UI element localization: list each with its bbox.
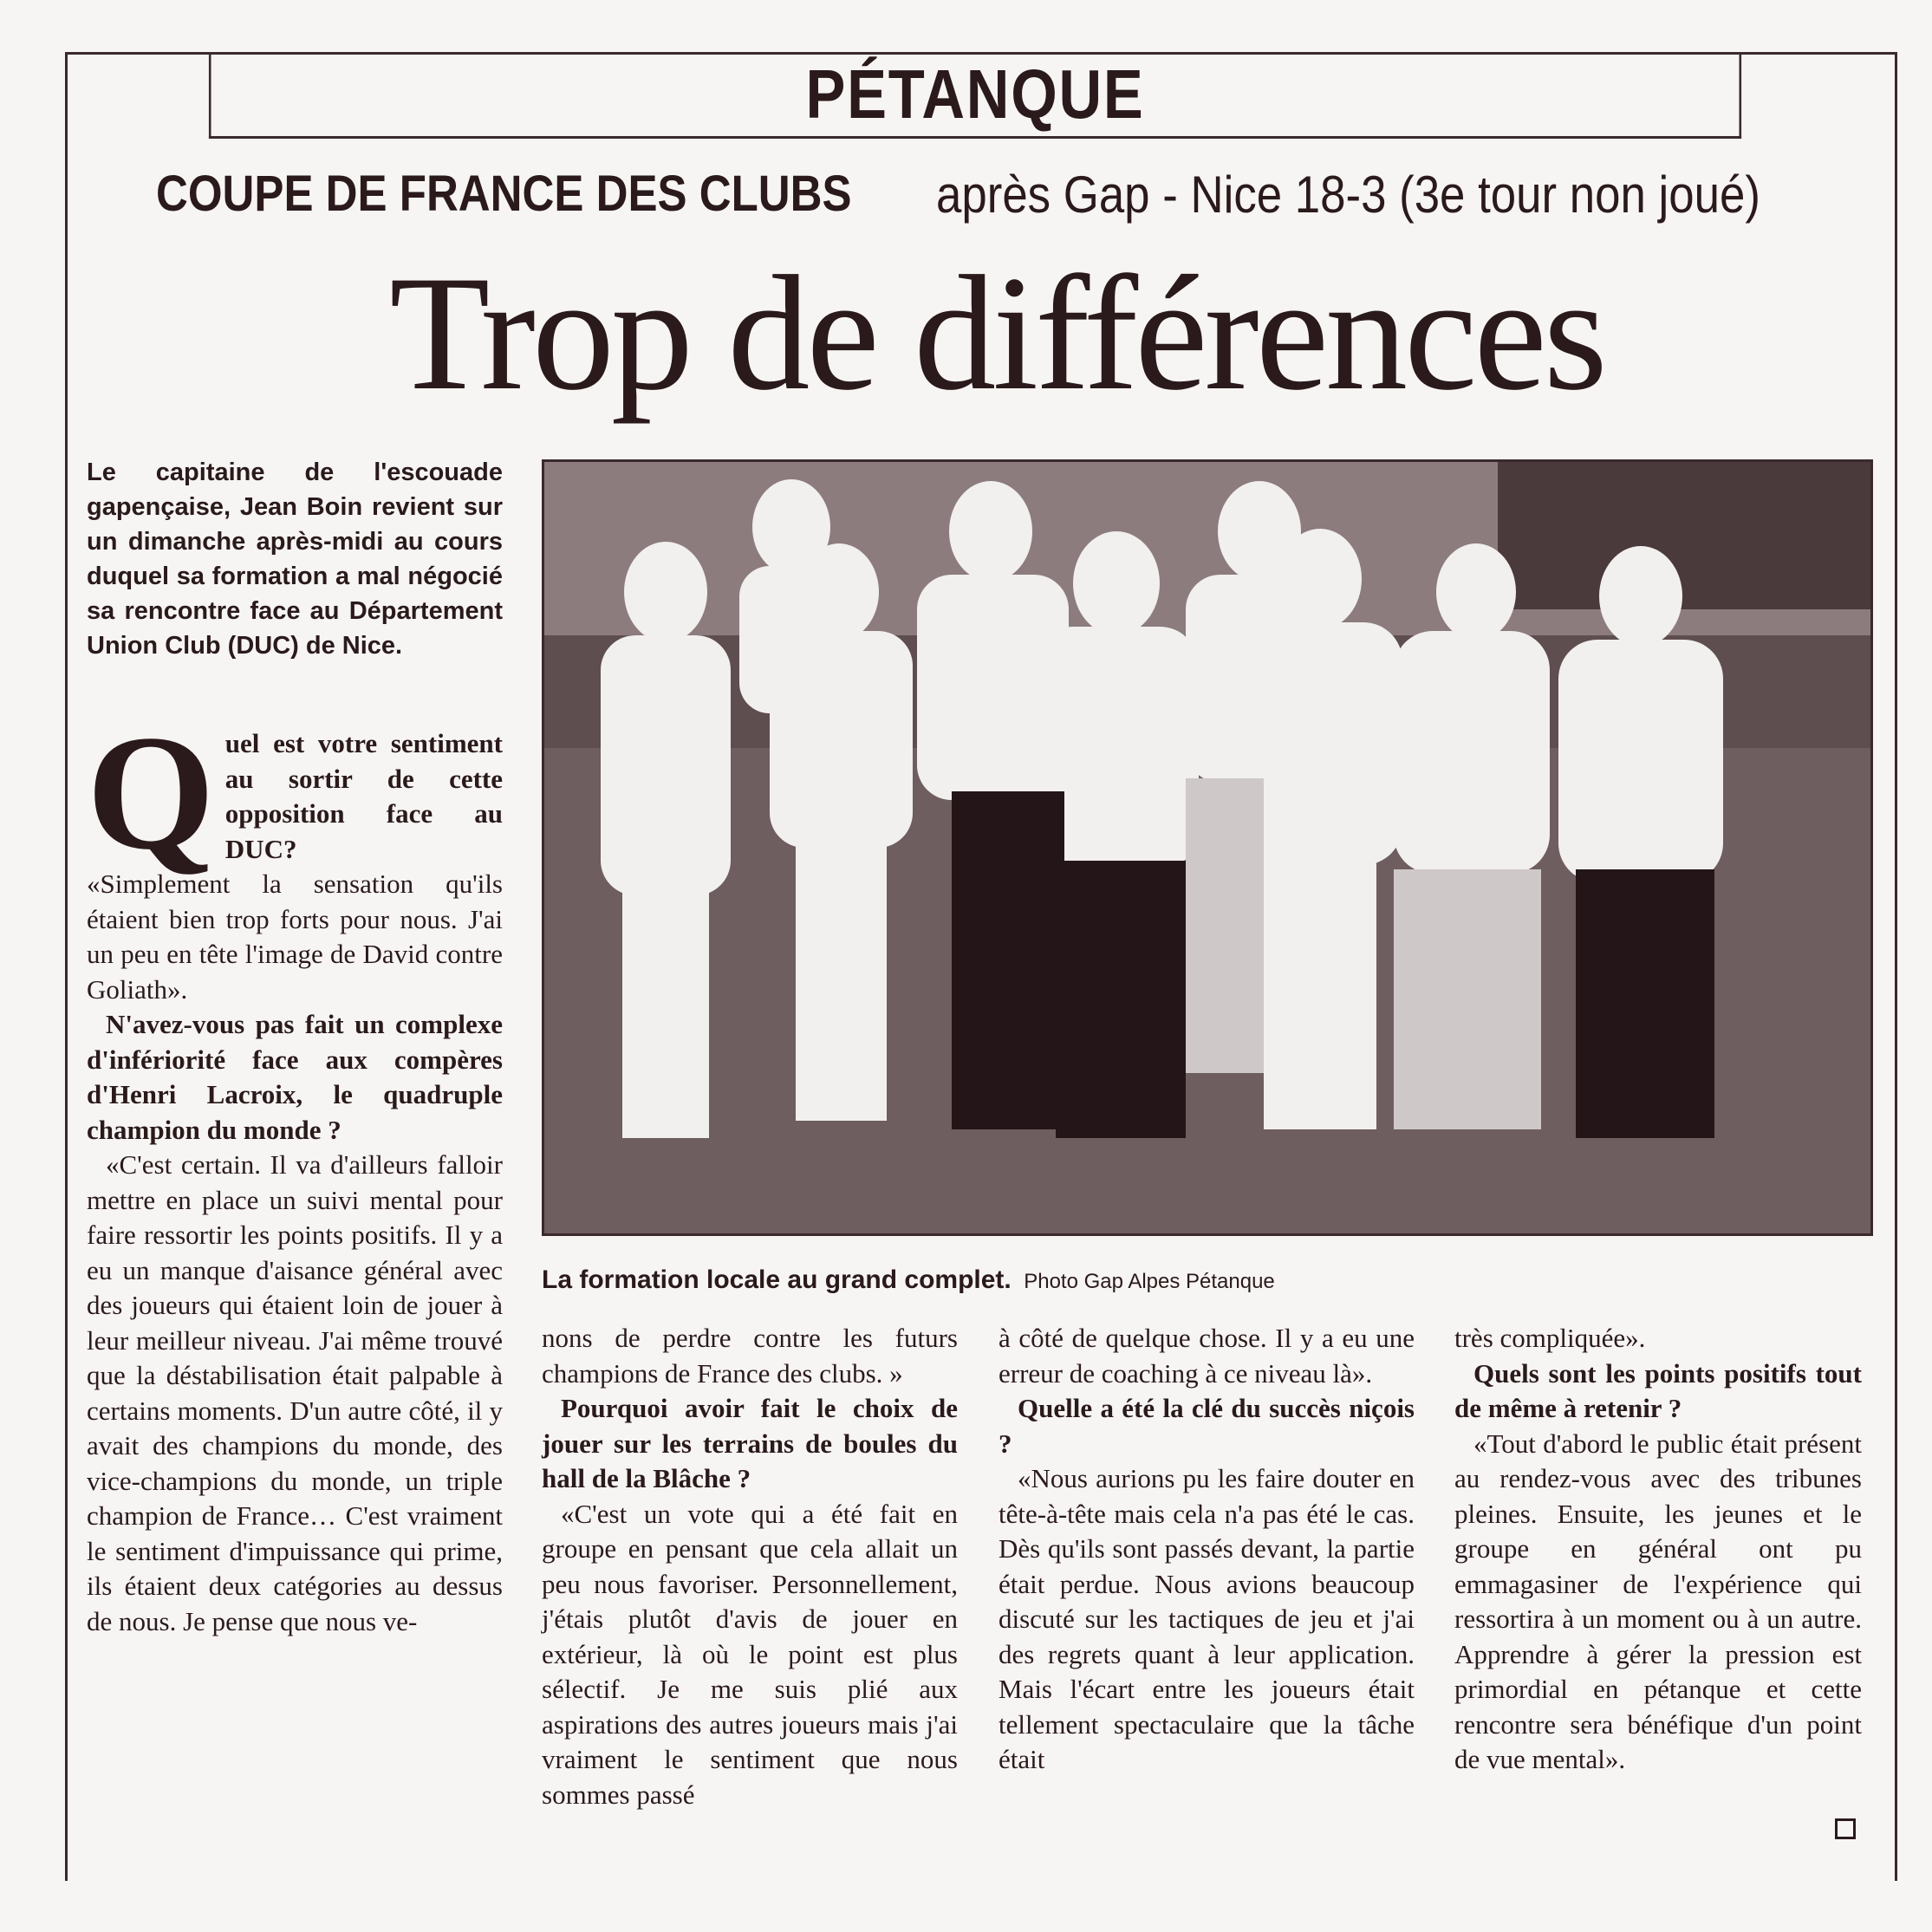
text-column-1 xyxy=(87,702,503,1639)
team-photo xyxy=(542,459,1873,1236)
text-column-2 xyxy=(542,1321,958,1812)
text-column-4 xyxy=(1454,1321,1862,1778)
answer-1: «Simplement la sensation qu'ils étaient bien trop forts pour nous. J'ai un peu en tête l'image de David contre Goliath». xyxy=(87,868,503,1005)
article-lead: Le capitaine de l'escouade gapençaise, Jean Boin revient sur un dimanche après-midi au cours duquel sa formation a mal négocié sa rencontre face au Département Union Club (DUC) de Nice. xyxy=(87,459,503,660)
answer-2-part-1: «C'est certain. Il va d'ailleurs falloir mettre en place un suivi mental pour faire ressortir les points positifs. Il y a eu un manque d'aisance général avec des joueurs qui étaient loin de jouer à leur meilleur niveau. J'ai même trouvé que la déstabilisation était palpable à certains moments. D'un autre côté, il y avait des champions du monde, des vice-champions du monde, un triple champion de France… C'est vraiment le sentiment d'impuissance qui prime, ils étaient deux catégories au dessus de nous. Je pense que nous ve- xyxy=(87,1149,503,1636)
answer-4-part-2: très compliquée». xyxy=(1454,1323,1646,1353)
question-5: Quels sont les points positifs tout de même à retenir ? xyxy=(1454,1357,1862,1423)
question-1 xyxy=(87,702,503,884)
answer-2-part-2: nons de perdre contre les futurs champions de France des clubs. » xyxy=(542,1323,958,1389)
subhead xyxy=(156,165,1829,234)
end-of-article-mark xyxy=(1835,1818,1856,1839)
left-rule xyxy=(65,52,68,1881)
team-photo-image xyxy=(544,462,1870,1233)
answer-3-part-1: «C'est un vote qui a été fait en groupe en pensant que cela allait un peu nous favoriser. Personnellement, j'étais plutôt d'avis de jouer en extérieur, là où le point est plus sélectif. Je me suis plié aux aspirations des autres joueurs mais j'ai vraiment le sentiment que nous sommes passé xyxy=(542,1498,958,1810)
answer-3-part-2: à côté de quelque chose. Il y a eu une erreur de coaching à ce niveau là». xyxy=(999,1323,1415,1389)
photo-caption: La formation locale au grand complet. xyxy=(542,1265,1012,1294)
question-2: N'avez-vous pas fait un complexe d'infériorité face aux compères d'Henri Lacroix, le quadruple champion du monde ? xyxy=(87,1009,503,1145)
question-4: Quelle a été la clé du succès niçois ? xyxy=(999,1393,1415,1459)
photo-credit: Photo Gap Alpes Pétanque xyxy=(1024,1270,1275,1293)
subhead-kicker: COUPE DE FRANCE DES CLUBS xyxy=(156,166,852,222)
question-3: Pourquoi avoir fait le choix de jouer sur les terrains de boules du hall de la Blâche ? xyxy=(542,1393,958,1493)
answer-5: «Tout d'abord le public était présent au rendez-vous avec des tribunes pleines. Ensuite, les jeunes et le groupe en général ont pu emmagasiner de l'expérience qui ressortira à un moment ou à un autre. Apprendre à gérer la pression est primordial en pétanque et cette rencontre sera bénéfique d'un point de vue mental». xyxy=(1454,1428,1862,1774)
section-rubric: PÉTANQUE xyxy=(209,52,1741,139)
article-title: Trop de différences xyxy=(389,243,1604,425)
right-rule xyxy=(1895,52,1897,1881)
photo-caption-line xyxy=(542,1265,1868,1295)
subhead-result: après Gap - Nice 18-3 (3e tour non joué) xyxy=(936,166,1760,224)
text-column-3 xyxy=(999,1321,1415,1778)
answer-4-part-1: «Nous aurions pu les faire douter en tête-à-tête mais cela n'a pas été le cas. Dès qu'ils sont passés devant, la partie était perdue. Nous avions beaucoup discuté sur les tactiques de jeu et j'ai des regrets quant à leur application. Mais l'écart entre les joueurs était tellement spectaculaire que la tâche était xyxy=(999,1463,1415,1774)
drop-cap: Q xyxy=(87,702,215,884)
question-1-text: uel est votre sentiment au sortir de cette opposition face au DUC? xyxy=(224,728,503,864)
